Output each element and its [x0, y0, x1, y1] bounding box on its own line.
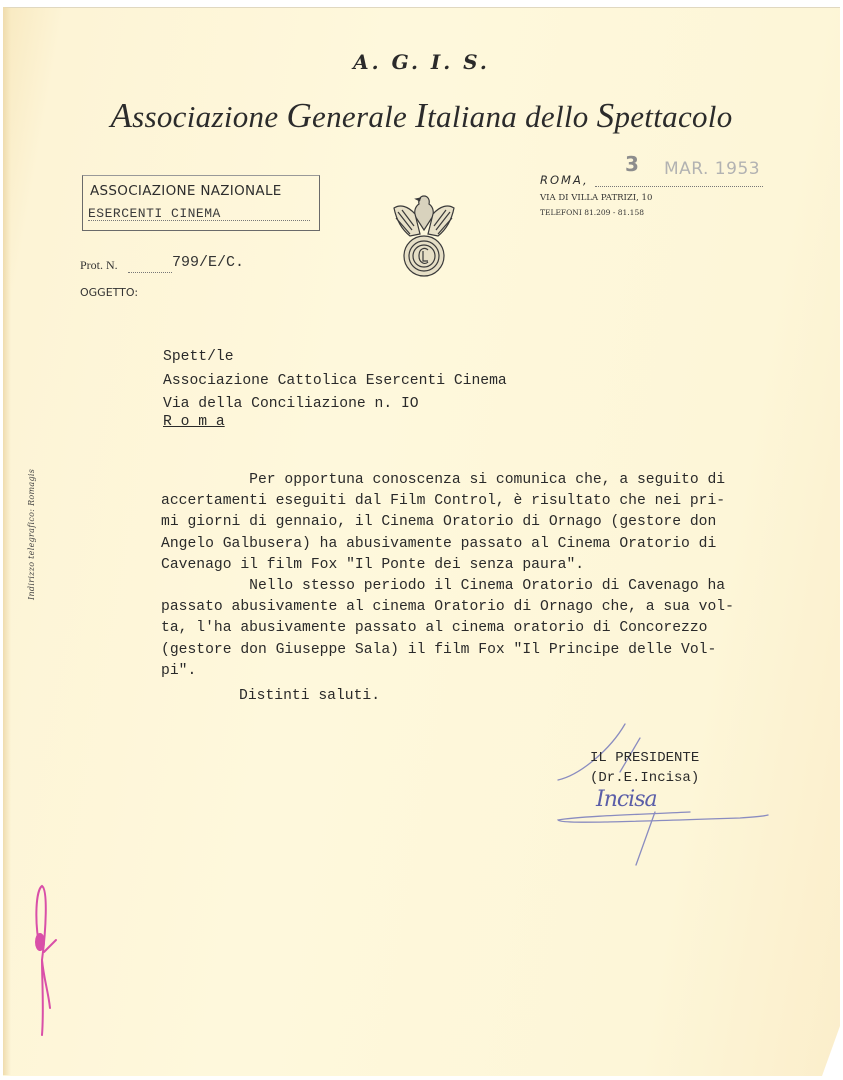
- text-line: Nello stesso periodo il Cinema Oratorio di Cavenago ha: [161, 578, 726, 594]
- text-line: Angelo Galbusera) ha abusivamente passato al Cinema Oratorio di: [161, 535, 717, 552]
- recipient-salutation: Spett/le: [163, 349, 234, 365]
- closing: Distinti saluti.: [239, 688, 381, 704]
- subject-label: OGGETTO:: [80, 286, 139, 299]
- eagle-emblem-icon: [390, 190, 458, 282]
- recipient-street: Via della Conciliazione n. IO: [163, 396, 419, 412]
- folded-corner: [822, 1026, 840, 1076]
- recipient-city: R o m a: [163, 414, 225, 430]
- text-line: ta, l'ha abusivamente passato al cinema oratorio di Concorezzo: [161, 620, 708, 637]
- protocol-label: Prot. N.: [80, 258, 118, 272]
- date-stamp-day: 3: [625, 152, 639, 176]
- paper-edge: [3, 7, 11, 1075]
- text-line: pi".: [161, 662, 197, 679]
- phone-numbers: TELEFONI 81.209 - 81.158: [540, 208, 644, 217]
- telegraph-address: Indirizzo telegrafico: Romagis: [27, 468, 36, 600]
- text-line: accertamenti eseguiti dal Film Control, è risultato che nei pri-: [161, 493, 726, 510]
- protocol-number: 799/E/C.: [172, 254, 245, 271]
- date-stamp-month-year: MAR. 1953: [664, 159, 761, 179]
- text-line: (gestore don Giuseppe Sala) il film Fox "Il Principe delle Vol-: [161, 641, 717, 658]
- text-line: Cavenago il film Fox "Il Ponte dei senza paura".: [161, 556, 585, 573]
- text-line: Per opportuna conoscenza si comunica che, a seguito di: [161, 472, 726, 488]
- body-paragraph-2: [161, 576, 734, 682]
- text-line: passato abusivamente al cinema Oratorio di Ornago che, a sua vol-: [161, 599, 734, 616]
- text-line: mi giorni di gennaio, il Cinema Oratorio di Ornago (gestore don: [161, 514, 717, 531]
- signatory-name: (Dr.E.Incisa): [590, 770, 700, 786]
- body-paragraph-1: [161, 470, 725, 576]
- signatory-title: IL PRESIDENTE: [590, 750, 700, 766]
- recipient-block: [163, 346, 507, 417]
- street-address: VIA DI VILLA PATRIZI, 10: [540, 193, 653, 203]
- section-box-subtitle: ESERCENTI CINEMA: [88, 206, 221, 221]
- place-label: ROMA,: [540, 173, 589, 187]
- dotted-line: [128, 272, 172, 273]
- letterhead-acronym: A. G. I. S.: [353, 50, 490, 74]
- pink-ink-mark: [30, 880, 70, 1040]
- section-box-title: ASSOCIAZIONE NAZIONALE: [90, 183, 282, 199]
- dotted-line: [595, 186, 763, 187]
- recipient-name: Associazione Cattolica Esercenti Cinema: [163, 372, 507, 389]
- handwritten-signature: Incisa: [596, 787, 657, 812]
- letterhead-org-name: Associazione Generale Italiana dello Spettacolo: [110, 96, 733, 135]
- signature-strokes: [540, 720, 780, 870]
- signature-block: [590, 748, 699, 788]
